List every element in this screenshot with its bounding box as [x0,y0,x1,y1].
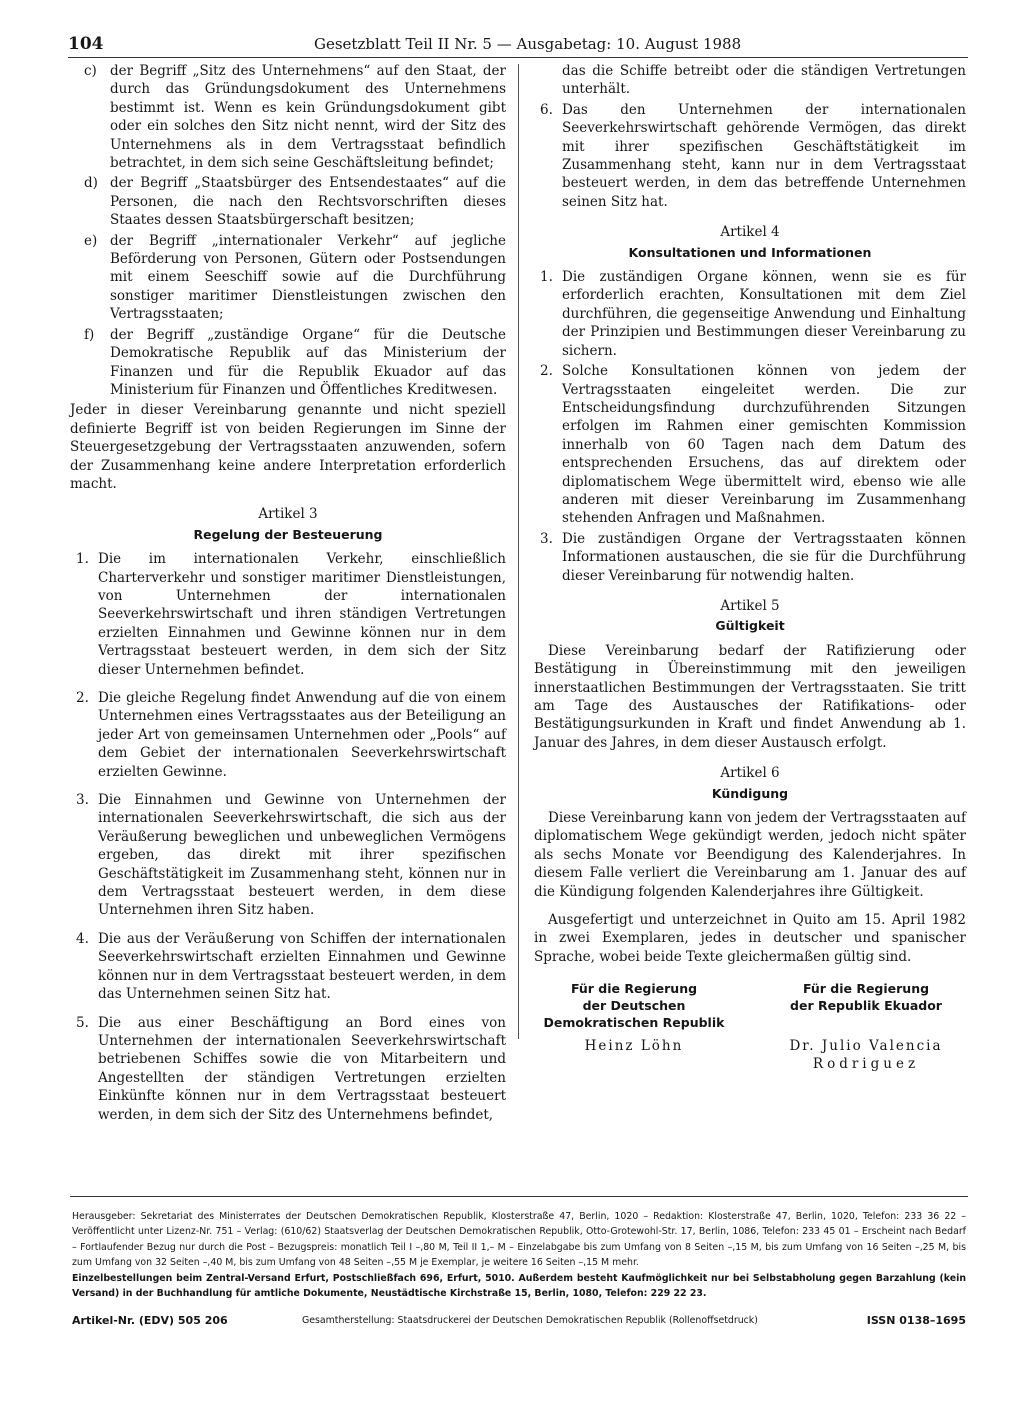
article-5-heading: Gültigkeit [715,618,785,634]
signatory-name: Dr. Julio Valencia [789,1038,943,1055]
closing-paragraph: Jeder in dieser Vereinbarung genannte und nicht speziell definierte Begriff ist von beiden Regierungen im Sinne der Steuergesetzgebung der Vertragsstaaten anzuwenden, sofern der Zusammenhang keine andere Interpretation erforderlich macht. [70,402,506,492]
item-text: der Begriff „internationaler Verkehr“ auf jegliche Beförderung von Personen, Gütern oder Postsendungen mit einem Seeschiff sowie auf die Durchführung sonstiger maritimer Dienstleistungen zwischen den Vertragsstaaten; [110,232,506,323]
header-rule [68,57,968,58]
item-label: c) [84,63,97,79]
signatory-surname: Rodriguez [812,1056,920,1073]
article-3-item-5-continued [534,62,966,99]
article-number: Artikel-Nr. (EDV) 505 206 [72,1314,228,1327]
item-text: Die gleiche Regelung findet Anwendung auf die von einem Unternehmen eines Vertragsstaates aus der Beteiligung an jeder Art von gemeinsamen Unternehmen oder „Pools“ auf dem Gebiet der internationalen Seeverkehrswirtschaft erzielten Gewinne. [98,690,506,780]
item-text: der Begriff „Staatsbürger des Entsendestaates“ auf die Personen, die nach den Rechtsvorschriften dieses Staates dessen Staatsbürgerschaft besitzen; [110,175,506,229]
running-head: Gesetzblatt Teil II Nr. 5 — Ausgabetag: 10. August 1988 [314,35,742,53]
issn: ISSN 0138–1695 [866,1314,966,1327]
right-column [534,62,966,1073]
item-text: das die Schiffe betreibt oder die ständigen Vertretungen unterhält. [562,63,966,98]
item-text: Die zuständigen Organe der Vertragsstaaten können Informationen austauschen, die sie für die Durchführung dieser Vereinbarung für notwendig halten. [562,530,966,584]
article-3-item-2 [70,689,506,781]
signature-block [534,980,966,1073]
article-6-text: Diese Vereinbarung kann von jedem der Vertragsstaaten auf diplomatischem Wege gekündigt werden, jedoch nicht später als sechs Monate vor Beendigung des Kalenderjahres. In diesem Falle verliert die Vereinbarung am 1. Januar des auf die Kündigung folgenden Kalenderjahres ihre Gültigkeit. [534,810,966,900]
signature-line: Demokratischen Republik [543,1015,725,1031]
item-number: 1. [76,551,89,568]
item-text: Solche Konsultationen können von jedem der Vertragsstaaten eingeleitet werden. Die zur Entscheidungsfindung durchzuführenden Sitzungen erfolgen im Rahmen einer gemischten Kommission innerhalb von 60 Tagen nach dem Datum des entsprechenden Ersuchens, das auf direktem oder diplomatischem Wege übermittelt wird, ebenso wie alle anderen mit dieser Vereinbarung im Zusammenhang stehenden Anfragen und Maßnahmen. [562,363,966,527]
article-3-item-1 [70,550,506,679]
article-3-item-6 [534,101,966,211]
item-text: Die aus einer Beschäftigung an Bord eines von Unternehmen der internationalen Seeverkehrswirtschaft betriebenen Schiffes sowie die von Mitarbeitern und Angestellten der ständigen Vertretungen erzielten Einkünfte können nur in dem Vertragsstaat besteuert werden, in dem sich der Sitz des Unternehmens befindet, [98,1014,506,1123]
article-3-item-4 [70,930,506,1004]
article-4-heading: Konsultationen und Informationen [628,244,872,260]
article-5-text: Diese Vereinbarung bedarf der Ratifizierung oder Bestätigung in Übereinstimmung mit den jeweiligen innerstaatlichen Bestimmungen der Vertragsstaaten. Sie tritt am Tage des Austausches der Ratifikations- oder Bestätigungsurkunden in Kraft und findet Anwendung ab 1. Januar des Jahres, in dem dieser Austausch erfolgt. [534,642,966,751]
item-number: 4. [76,930,89,947]
article-3-title: Artikel 3 [258,506,318,523]
item-number: 6. [540,101,553,118]
article-3-heading: Regelung der Besteuerung [193,526,383,542]
article-3-item-5 [70,1014,506,1124]
item-text: der Begriff „zuständige Organe“ für die Deutsche Demokratische Republik auf das Ministerium der Finanzen und für die Republik Ekuador auf das Ministerium für Finanzen und Öffentliches Kreditwesen. [110,326,506,398]
signature-line: der Deutschen [582,998,686,1014]
item-number: 2. [76,690,89,706]
signatory-name: Heinz Löhn [584,1038,684,1055]
item-label: f) [84,326,95,343]
article-6-title: Artikel 6 [720,765,780,782]
article-4-title: Artikel 4 [720,224,780,241]
article-6-heading: Kündigung [711,785,789,801]
closing-formula: Ausgefertigt und unterzeichnet in Quito am 15. April 1982 in zwei Exemplaren, jedes in deutscher und spanischer Sprache, wobei beide Texte gleichermaßen gültig sind. [534,912,966,965]
page-number: 104 [68,34,104,54]
definition-item-d [70,174,506,229]
signature-ecuador [766,980,966,1073]
signature-gdr [534,980,734,1073]
impressum-text: Herausgeber: Sekretariat des Ministerrates der Deutschen Demokratischen Republik, Klosterstraße 47, Berlin, 1020 – Redaktion: Klosterstraße 47, Berlin, 1020, Telefon: 233 36 22 – Veröffentlicht unter Lizenz-Nr. 751 – Verlag: (610/62) Staatsverlag der Deutschen Demokratischen Republik, Otto-Grotewohl-Str. 17, Berlin, 1086, Telefon: 233 45 01 – Erscheint nach Bedarf – Fortlaufender Bezug nur durch die Post – Bezugspreis: monatlich Teil I –,80 M, Teil II 1,– M – Einzelabgabe bis zum Umfang von 8 Seiten –,15 M, bis zum Umfang von 16 Seiten –,25 M, bis zum Umfang von 32 Seiten –,40 M, bis zum Umfang von 48 Seiten –,55 M je Exemplar, je weitere 16 Seiten –,15 M mehr. [72,1211,966,1269]
signature-line: Für die Regierung [570,981,698,997]
footer-bottom-line [72,1314,966,1330]
signature-line: Für die Regierung [802,981,930,997]
item-text: Die im internationalen Verkehr, einschließlich Charterverkehr und sonstiger maritimer Dienstleistungen, von Unternehmen der internationalen Seeverkehrswirtschaft und ihren ständigen Vertretungen erzielten Einnahmen und Gewinne können nur in dem Vertragsstaat besteuert werden, in dem sich der Sitz dieser Unternehmen befindet. [98,551,506,678]
item-label: d) [84,175,98,192]
printer-info: Gesamtherstellung: Staatsdruckerei der Deutschen Demokratischen Republik (Rollenoffsetdruck) [302,1315,758,1326]
article-4-item-1 [534,268,966,360]
item-number: 3. [76,792,89,809]
item-text: Das den Unternehmen der internationalen Seeverkehrswirtschaft gehörende Vermögen, das direkt mit ihrer spezifischen Geschäftstätigkeit im Zusammenhang steht, kann nur in dem Vertragsstaat besteuert werden, in dem das betreffende Unternehmen seinen Sitz hat. [562,101,966,210]
item-text: Die Einnahmen und Gewinne von Unternehmen der internationalen Seeverkehrswirtschaft, die sich aus der Veräußerung beweglichen und unbeweglichen Vermögens ergeben, das direkt mit ihrer spezifischen Geschäftstätigkeit im Zusammenhang steht, können nur in dem Vertragsstaat besteuert werden, in dem diese Unternehmen ihren Sitz haben. [98,792,506,919]
item-number: 1. [540,269,553,286]
item-number: 2. [540,363,553,380]
definition-item-f [70,326,506,400]
definition-item-c [70,62,506,172]
page-header [68,34,968,58]
footer-impressum [72,1209,966,1301]
article-3-item-3 [70,791,506,920]
article-4-item-3 [534,530,966,585]
item-text: der Begriff „Sitz des Unternehmens“ auf den Staat, der durch das Gründungsdokument des Unternehmens bestimmt ist. Wenn es kein Gründungsdokument gibt oder ein solches den Sitz nicht nennt, wird der Sitz des Unternehmens als in dem Vertragsstaat befindlich betrachtet, in dem sich seine Geschäftsleitung befindet; [110,63,506,172]
order-info: Einzelbestellungen beim Zentral-Versand Erfurt, Postschließfach 696, Erfurt, 5010. Außerdem besteht Kaufmöglichkeit nur bei Selbstabholung gegen Barzahlung (kein Versand) in der Buchhandlung für amtliche Dokumente, Neustädtische Kirchstraße 15, Berlin, 1080, Telefon: 229 22 23. [72,1272,966,1300]
item-number: 5. [76,1014,89,1031]
definition-item-e [70,232,506,324]
item-number: 3. [540,530,553,547]
article-5-title: Artikel 5 [720,597,780,614]
column-divider [518,64,519,1039]
footer-rule [70,1196,968,1197]
item-text: Die zuständigen Organe können, wenn sie es für erforderlich erachten, Konsultationen mit dem Ziel durchführen, die gegenseitige Anwendung und Einhaltung der Prinzipien und Bestimmungen dieser Vereinbarung zu sichern. [562,269,966,359]
item-label: e) [84,232,98,249]
left-column [70,62,506,1126]
signature-line: der Republik Ekuador [790,998,942,1014]
item-text: Die aus der Veräußerung von Schiffen der internationalen Seeverkehrswirtschaft erzielten Einnahmen und Gewinne können nur in dem Vertragsstaat besteuert werden, in dem das Unternehmen seinen Sitz hat. [98,930,506,1003]
article-4-item-2 [534,362,966,528]
